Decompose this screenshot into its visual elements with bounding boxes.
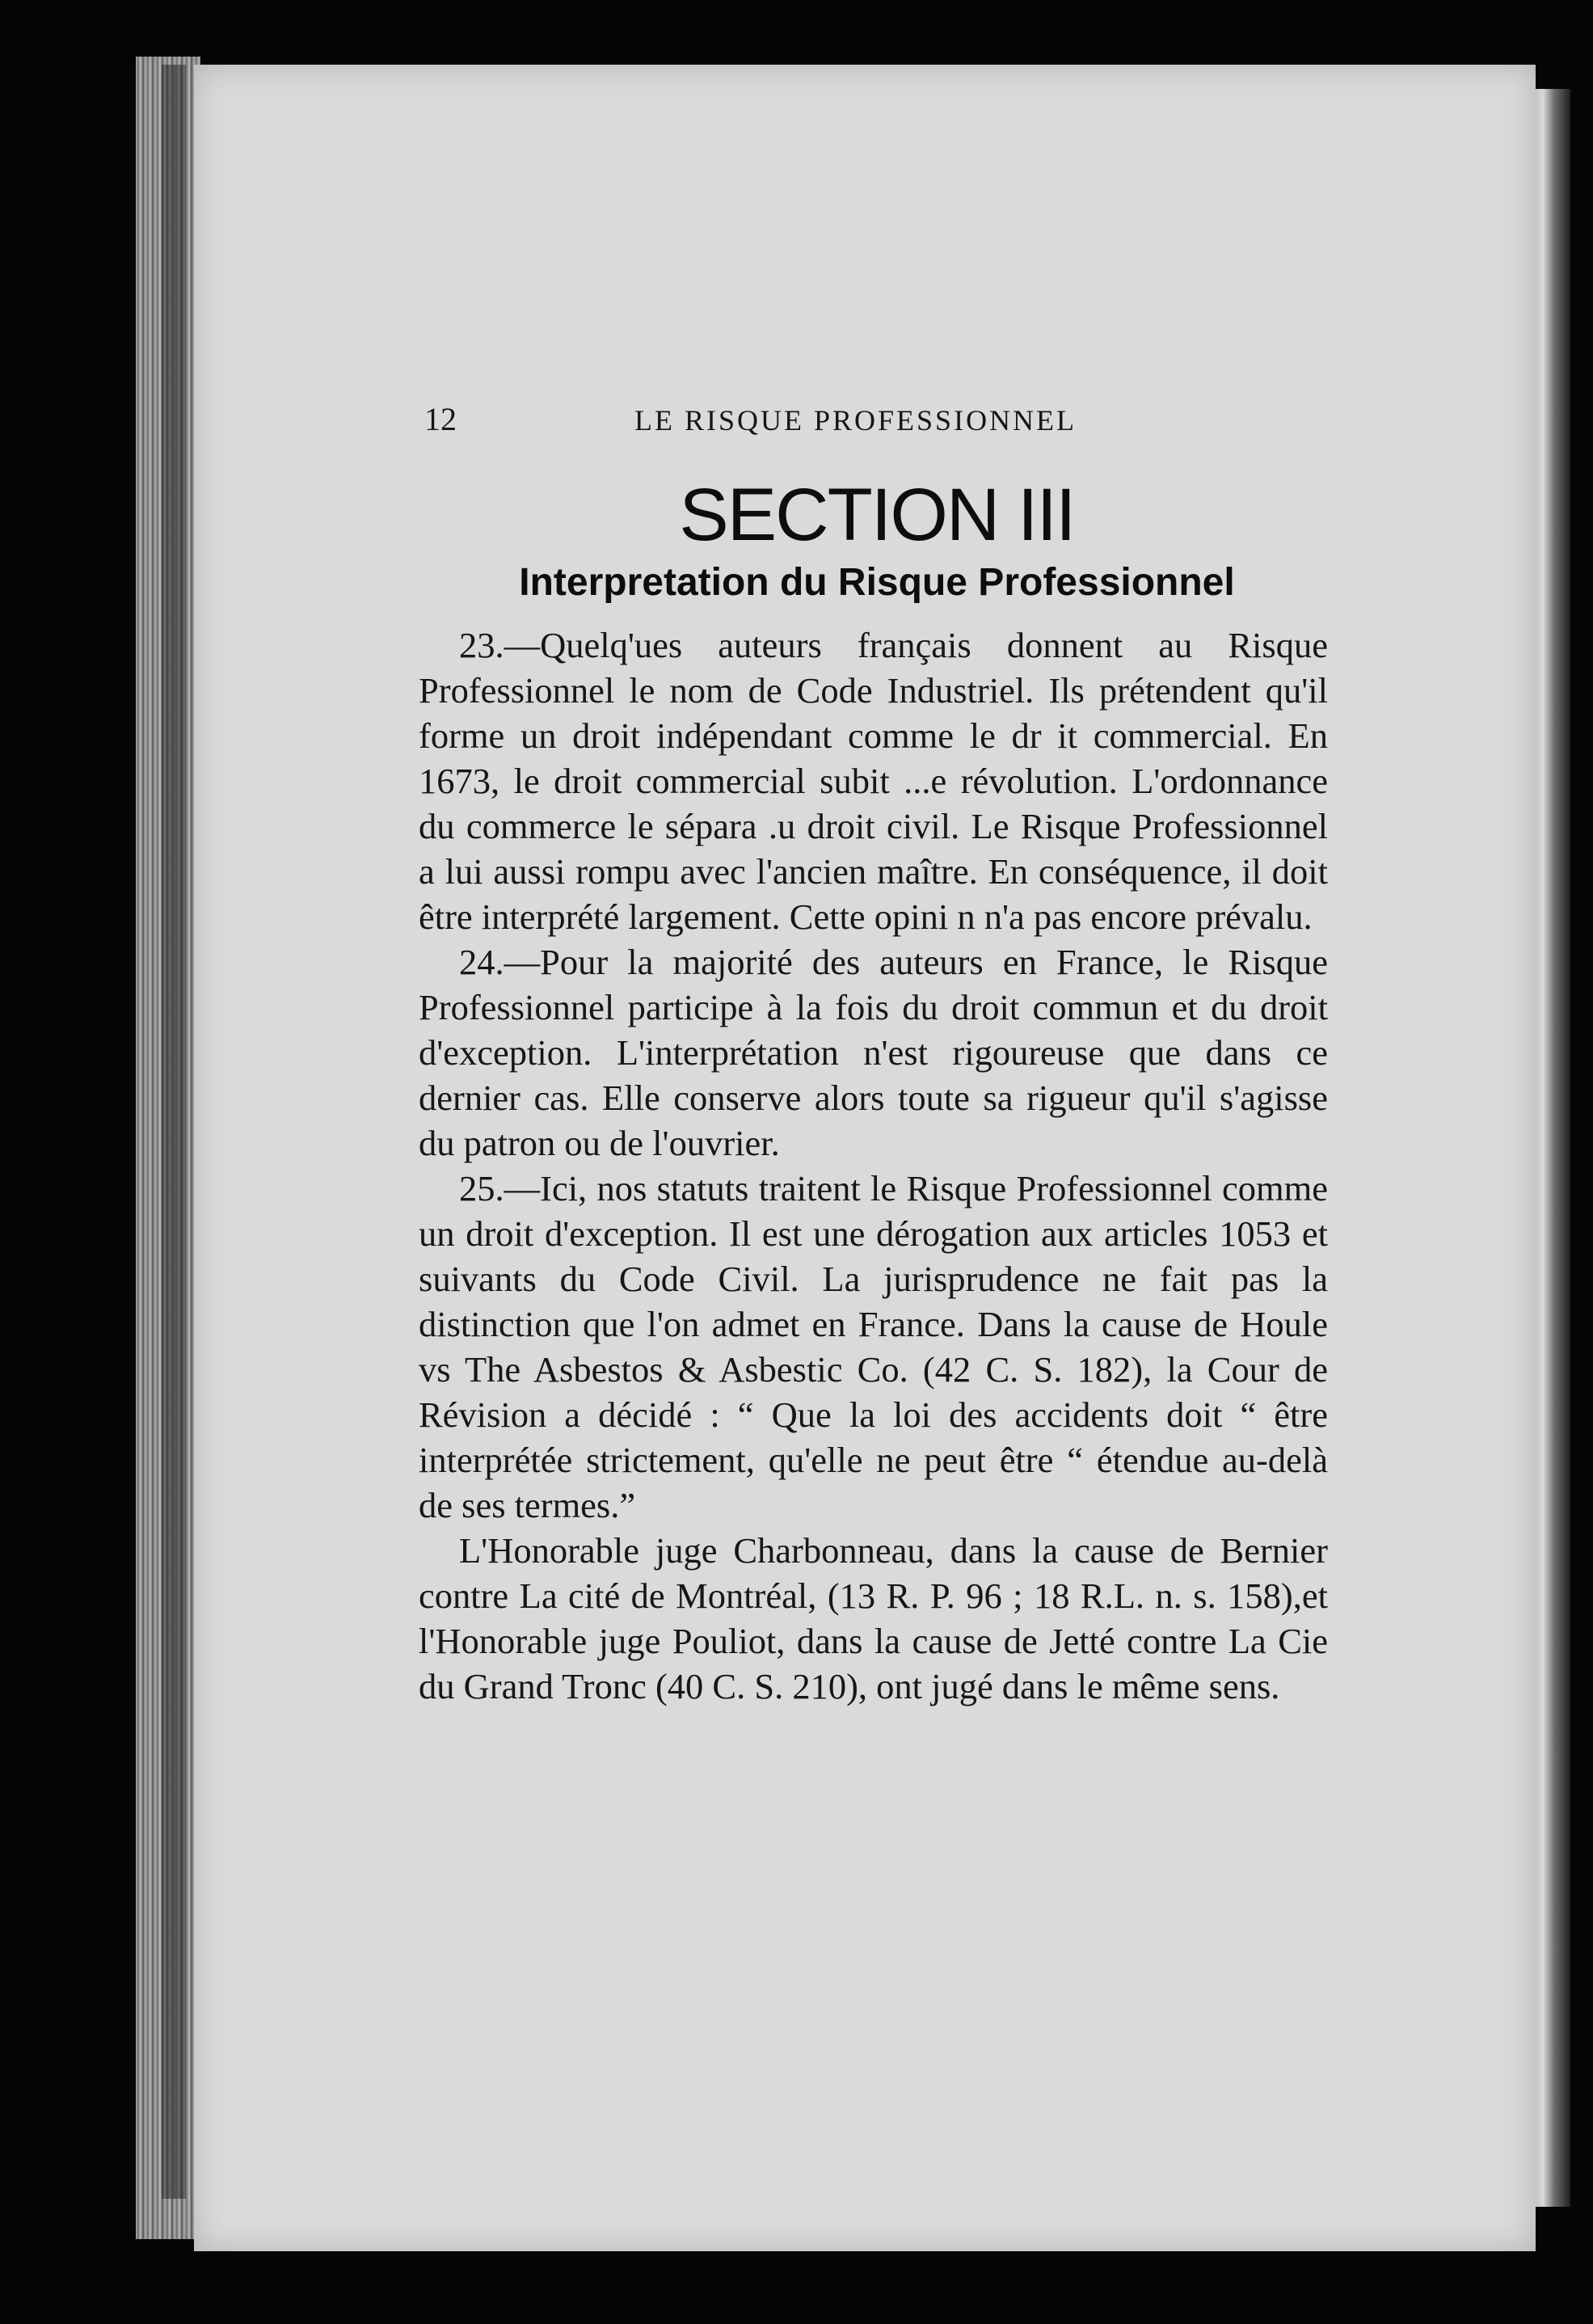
paragraph-24: 24.—Pour la majorité des auteurs en France, le Risque Professionnel participe à la fois du droit commun et du droit d'exception. L'interprétation n'est rigoureuse que dans ce dernier cas. Elle conserve alors toute sa rigueur qu'il s'agisse du patron ou de l'ouvrier.: [419, 942, 1328, 1163]
running-title: LE RISQUE PROFESSIONNEL: [634, 404, 1077, 437]
binding-right-edge: [1532, 89, 1570, 2207]
page-stack-left-shadow: [162, 65, 186, 2199]
paragraph-23: 23.—Quelq'ues auteurs français donnent au Risque Professionnel le nom de Code Industriel. Ils prétendent qu'il forme un droit indépendant comme le dr it commercial. En 1673, le droit commercial subit ...e révolution. L'ordonnance du commerce le sépara .u droit civil. Le Risque Professionnel a lui aussi rompu avec l'ancien maître. En conséquence, il doit être interprété largement. Cette opini n n'a pas encore prévalu.: [419, 625, 1328, 937]
section-heading: SECTION III: [679, 474, 1075, 556]
section-subtitle: Interpretation du Risque Professionnel: [519, 561, 1235, 604]
body-text: [419, 622, 1328, 1709]
running-head: [424, 400, 1330, 449]
paragraph-25: 25.—Ici, nos statuts traitent le Risque Professionnel comme un droit d'exception. Il est une dérogation aux articles 1053 et suivants du Code Civil. La jurisprudence ne fait pas la distinction que l'on admet en France. Dans la cause de Houle vs The Asbestos & Asbestic Co. (42 C. S. 182), la Cour de Révision a décidé : “ Que la loi des accidents doit “ être interprétée strictement, qu'elle ne peut être “ étendue au-delà de ses termes.”: [419, 1168, 1328, 1525]
page-number: 12: [424, 401, 457, 437]
paragraph-charbonneau: L'Honorable juge Charbonneau, dans la cause de Bernier contre La cité de Montréal, (13 R. P. 96 ; 18 R.L. n. s. 158),et l'Honorable juge Pouliot, dans la cause de Jetté contre La Cie du Grand Tronc (40 C. S. 210), ont jugé dans le même sens.: [419, 1530, 1328, 1706]
